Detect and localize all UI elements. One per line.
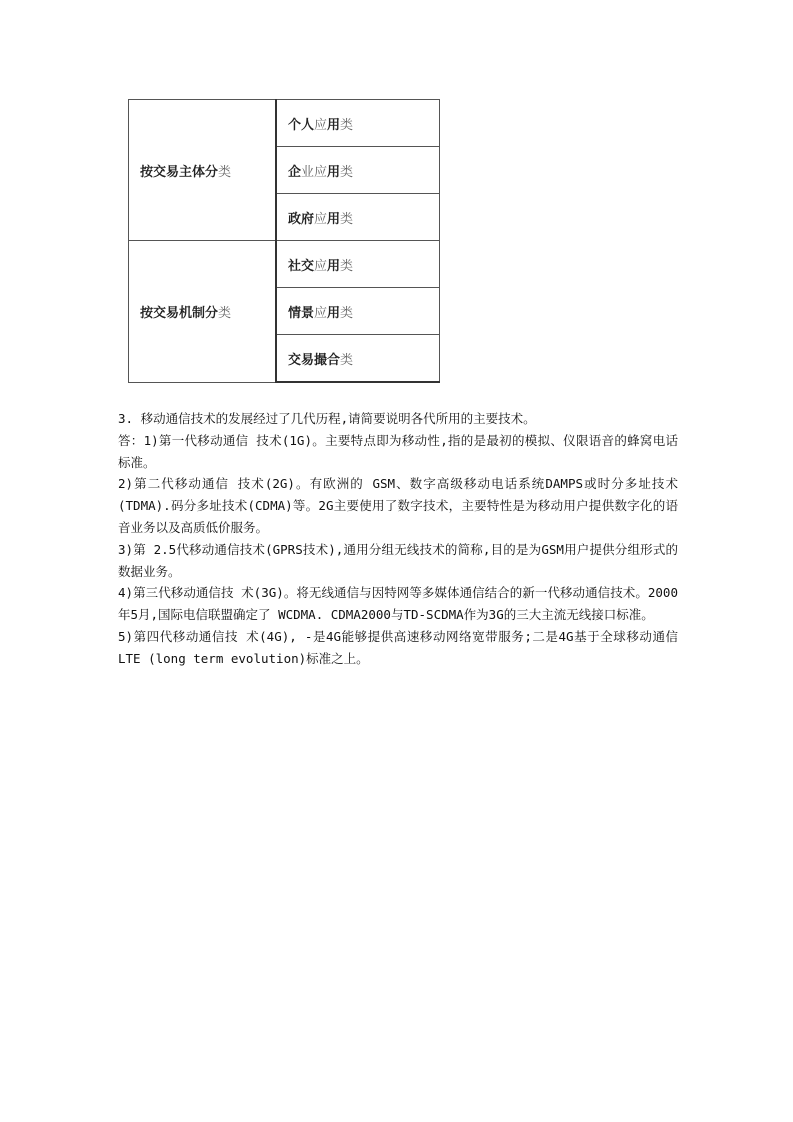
item-label-light: 类 xyxy=(340,352,354,368)
group-cell-mechanism xyxy=(129,241,277,383)
item-label-light: 应 xyxy=(314,117,328,133)
group-cell-subject xyxy=(129,100,277,241)
group-label-suffix: 类 xyxy=(218,305,232,321)
group-label: 按交易主体分 xyxy=(140,164,219,180)
item-label-light2: 类 xyxy=(340,211,354,227)
item-label-bold2: 用 xyxy=(327,211,341,227)
answer-paragraph-2-5g: 3)第 2.5代移动通信技术(GPRS技术),通用分组无线技术的简称,目的是为GSM用户提供分组形式的数据业务。 xyxy=(118,541,678,579)
item-cell xyxy=(276,288,440,335)
group-label-suffix: 类 xyxy=(218,164,232,180)
item-label-light2: 类 xyxy=(340,305,354,321)
item-label-light: 业应 xyxy=(301,164,328,180)
item-label-light2: 类 xyxy=(340,258,354,274)
item-cell xyxy=(276,100,440,147)
item-cell xyxy=(276,147,440,194)
classification-table xyxy=(128,99,440,383)
item-label: 交易撮合 xyxy=(288,352,341,368)
answer-text xyxy=(118,408,678,670)
item-label: 个人 xyxy=(288,117,315,133)
answer-paragraph-4g: 5)第四代移动通信技 术(4G), -是4G能够提供高速移动网络宽带服务;二是4G基于全球移动通信LTE (long term evolution)标准之上。 xyxy=(118,628,678,666)
item-label-bold2: 用 xyxy=(327,117,341,133)
question-paragraph: 3. 移动通信技术的发展经过了几代历程,请简要说明各代所用的主要技术。 xyxy=(118,411,536,426)
item-label-bold2: 用 xyxy=(327,258,341,274)
item-label: 企 xyxy=(288,164,302,180)
item-label-light2: 类 xyxy=(340,117,354,133)
item-label-light: 应 xyxy=(314,305,328,321)
item-label-light2: 类 xyxy=(340,164,354,180)
item-label-light: 应 xyxy=(314,258,328,274)
group-label: 按交易机制分 xyxy=(140,305,219,321)
answer-paragraph-2g: 2)第二代移动通信 技术(2G)。有欧洲的 GSM、数字高级移动电话系统DAMPS或时分多址技术(TDMA).码分多址技术(CDMA)等。2G主要使用了数字技术，主要特性是为移动用户提供数字化的语音业务以及高质低价服务。 xyxy=(118,476,678,535)
item-cell xyxy=(276,241,440,288)
answer-paragraph-1g: 答：1)第一代移动通信 技术(1G)。主要特点即为移动性,指的是最初的模拟、仪限语音的蜂窝电话标准。 xyxy=(118,432,678,470)
classification-grid xyxy=(128,99,440,383)
item-label: 情景 xyxy=(288,305,315,321)
item-cell xyxy=(276,194,440,241)
item-cell xyxy=(276,335,440,383)
item-label-bold2: 用 xyxy=(327,305,341,321)
item-label-bold2: 用 xyxy=(327,164,341,180)
item-label: 政府 xyxy=(288,211,315,227)
answer-paragraph-3g: 4)第三代移动通信技 术(3G)。将无线通信与因特网等多媒体通信结合的新一代移动通信技术。2000年5月,国际电信联盟确定了 WCDMA. CDMA2000与TD-SCDMA作为3G的三大主流无线接口标准。 xyxy=(118,585,678,623)
item-label-light: 应 xyxy=(314,211,328,227)
item-label: 社交 xyxy=(288,258,315,274)
